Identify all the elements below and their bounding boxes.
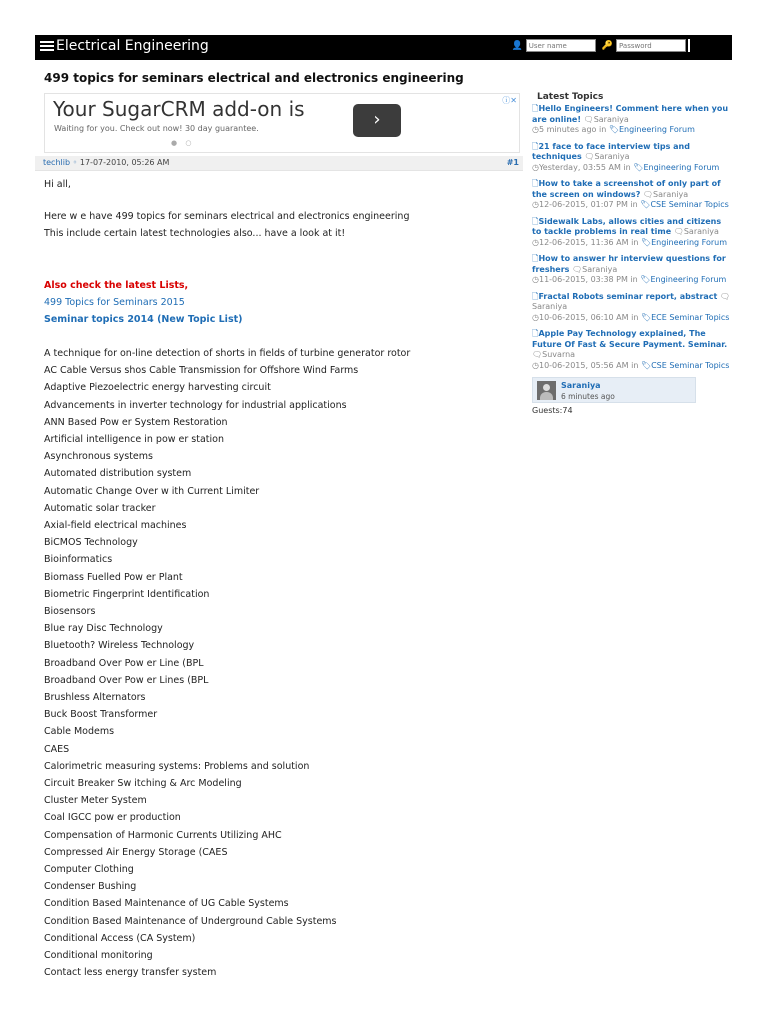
topic-item: Biometric Fingerprint Identification	[44, 588, 210, 600]
latest-topics-title: Latest Topics	[537, 92, 604, 102]
ad-banner[interactable]	[44, 93, 520, 153]
latest-topic-link[interactable]: Fractal Robots seminar report, abstract	[538, 291, 718, 301]
latest-topic-date: Yesterday, 03:55 AM	[538, 162, 621, 172]
post-greeting: Hi all,	[44, 179, 71, 190]
avatar[interactable]	[537, 381, 556, 400]
topic-item: Cable Modems	[44, 726, 115, 738]
topic-item: Automatic Change Over w ith Current Limiter	[44, 485, 260, 497]
clock-icon: ◷	[532, 200, 539, 209]
document-icon: 🗋	[532, 179, 539, 188]
also-check-label: Also check the latest Lists,	[44, 280, 189, 291]
latest-topic-author[interactable]: Saraniya	[683, 227, 719, 236]
latest-topic-item	[532, 142, 732, 174]
latest-topic-author[interactable]: Saraniya	[594, 152, 630, 161]
clock-icon: ◷	[532, 312, 539, 322]
post-intro-2: This include certain latest technologies also... have a look at it!	[44, 228, 346, 239]
key-icon: 🔑	[601, 40, 613, 51]
latest-topic-link[interactable]: Apple Pay Technology explained, The Future Of Fast & Secure Payment. Seminar.	[532, 329, 728, 349]
thread-title: 499 topics for seminars electrical and electronics engineering	[44, 71, 464, 85]
login-divider	[688, 39, 690, 52]
latest-topic-author[interactable]: Saraniya	[582, 264, 618, 274]
latest-topic-meta	[532, 238, 732, 249]
latest-topic-meta	[532, 200, 732, 211]
latest-topic-date: 5 minutes ago	[538, 125, 597, 134]
topic-item: Calorimetric measuring systems: Problems and solution	[44, 760, 310, 772]
topic-item: Compensation of Harmonic Currents Utilizing AHC	[44, 829, 282, 841]
in-label: in	[623, 162, 631, 172]
topic-item: Broadband Over Pow er Line (BPL	[44, 657, 204, 669]
topic-item: Circuit Breaker Sw itching & Arc Modeling	[44, 778, 242, 789]
clock-icon: ◷	[532, 162, 539, 172]
username-input[interactable]	[526, 39, 596, 52]
topic-item: Condition Based Maintenance of Underground Cable Systems	[44, 915, 337, 927]
document-icon: 🗋	[532, 254, 539, 263]
latest-topics-list	[532, 104, 732, 371]
topic-item: Brushless Alternators	[44, 692, 146, 703]
latest-topic-author[interactable]: Saraniya	[593, 114, 629, 124]
topic-item: Condition Based Maintenance of UG Cable Systems	[44, 898, 289, 910]
comment-icon: 🗨	[584, 152, 595, 161]
topic-item: Conditional monitoring	[44, 950, 153, 961]
topic-item: A technique for on-line detection of shorts in fields of turbine generator rotor	[44, 348, 411, 359]
latest-topic-forum[interactable]: Engineering Forum	[651, 237, 727, 247]
password-input[interactable]	[616, 39, 686, 52]
latest-topic-forum[interactable]: Engineering Forum	[650, 275, 727, 284]
clock-icon: ◷	[532, 125, 539, 134]
latest-topic-item	[532, 292, 732, 324]
topic-item: Compressed Air Energy Storage (CAES	[44, 846, 228, 858]
tag-icon: 🏷	[640, 360, 652, 370]
post-intro-1: Here w e have 499 topics for seminars electrical and electronics engineering	[44, 211, 410, 222]
topic-item: Biosensors	[44, 606, 96, 617]
latest-topic-forum[interactable]: Engineering Forum	[643, 162, 720, 172]
latest-topic-item	[532, 104, 732, 136]
latest-topic-author[interactable]: Saraniya	[653, 189, 689, 199]
clock-icon: ◦	[72, 158, 78, 167]
post-header	[35, 156, 523, 171]
topic-item: Computer Clothing	[44, 864, 134, 875]
topic-item: Bluetooth? Wireless Technology	[44, 640, 195, 652]
latest-topic-date: 10-06-2015, 05:56 AM	[538, 360, 629, 370]
latest-topic-date: 12-06-2015, 11:36 AM	[538, 237, 629, 247]
topic-item: Cluster Meter System	[44, 795, 147, 807]
tag-icon: 🏷	[640, 237, 652, 247]
in-label: in	[630, 200, 638, 209]
latest-topic-date: 12-06-2015, 01:07 PM	[538, 200, 628, 209]
document-icon: 🗋	[532, 291, 539, 301]
comment-icon: 🗨	[673, 227, 684, 236]
tag-icon: 🏷	[640, 275, 651, 284]
tag-icon: 🏷	[640, 312, 652, 322]
topic-item: Automated distribution system	[44, 468, 192, 480]
ad-subtext: Waiting for you. Check out now! 30 day guarantee.	[54, 124, 259, 133]
latest-topic-meta	[532, 361, 732, 372]
latest-topic-meta	[532, 163, 732, 174]
latest-topic-link[interactable]: How to take a screenshot of only part of the screen on windows?	[532, 179, 721, 199]
topic-item: Buck Boost Transformer	[44, 709, 158, 721]
topic-item: AC Cable Versus shos Cable Transmission for Offshore Wind Farms	[44, 365, 359, 377]
document-icon: 🗋	[532, 141, 539, 151]
topic-item: Advancements in inverter technology for industrial applications	[44, 399, 347, 411]
topic-item: Biomass Fuelled Pow er Plant	[44, 571, 183, 583]
online-user-card[interactable]	[532, 377, 696, 403]
topic-item: ANN Based Pow er System Restoration	[44, 416, 228, 428]
ad-next-button[interactable]: ›	[353, 104, 401, 137]
topic-item: Contact less energy transfer system	[44, 967, 217, 979]
document-icon: 🗋	[532, 329, 539, 338]
clock-icon: ◷	[532, 237, 539, 247]
latest-topic-item	[532, 254, 732, 286]
topic-item: Broadband Over Pow er Lines (BPL	[44, 674, 209, 686]
latest-topics-sidebar	[532, 92, 732, 415]
in-label: in	[630, 275, 638, 284]
latest-topic-meta	[532, 125, 732, 136]
in-label: in	[631, 360, 639, 370]
online-user-name[interactable]: Saraniya	[561, 381, 601, 390]
top-navbar	[35, 35, 732, 60]
topic-item: Conditional Access (CA System)	[44, 932, 196, 944]
menu-icon[interactable]	[40, 41, 54, 51]
topic-item: CAES	[44, 743, 70, 755]
login-form	[506, 39, 690, 52]
comment-icon: 🗨	[719, 291, 731, 301]
document-icon: 🗋	[532, 104, 539, 113]
clock-icon: ◷	[532, 360, 539, 370]
comment-icon: 🗨	[572, 264, 583, 274]
post-number[interactable]: #1	[506, 158, 519, 167]
latest-topic-meta	[532, 275, 732, 286]
topic-item: Artificial intelligence in pow er station	[44, 434, 225, 445]
comment-icon: 🗨	[642, 189, 654, 199]
topic-item: Adaptive Piezoelectric energy harvesting circuit	[44, 382, 271, 394]
post-author[interactable]: techlib	[43, 158, 71, 167]
latest-topic-author[interactable]: Saraniya	[532, 302, 568, 311]
latest-topic-meta	[532, 313, 732, 324]
latest-topic-forum[interactable]: ECE Seminar Topics	[651, 312, 730, 322]
latest-topic-date: 10-06-2015, 06:10 AM	[538, 312, 629, 322]
link-topics-2015[interactable]: 499 Topics for Seminars 2015	[44, 297, 185, 308]
in-label: in	[598, 125, 607, 134]
clock-icon: ◷	[532, 275, 539, 284]
latest-topic-author[interactable]: Suvarna	[542, 350, 576, 359]
tag-icon: 🏷	[633, 162, 644, 172]
latest-topic-date: 11-06-2015, 03:38 PM	[538, 275, 628, 284]
topic-item: Axial-field electrical machines	[44, 520, 187, 531]
topic-item: Coal IGCC pow er production	[44, 812, 181, 824]
topic-item: Condenser Bushing	[44, 881, 137, 893]
tag-icon: 🏷	[640, 200, 651, 209]
topic-item: Bioinformatics	[44, 554, 113, 566]
topic-item: Automatic solar tracker	[44, 502, 156, 514]
latest-topic-item	[532, 329, 732, 371]
tag-icon: 🏷	[608, 125, 619, 134]
site-title[interactable]: Electrical Engineering	[56, 38, 209, 54]
latest-topic-link[interactable]: Hello Engineers! Comment here when you are online!	[532, 104, 729, 124]
topic-item: Blue ray Disc Technology	[44, 623, 163, 635]
online-user-time: 6 minutes ago	[561, 392, 615, 401]
latest-topic-link[interactable]: How to answer hr interview questions for freshers	[532, 254, 726, 274]
guests-count: Guests:74	[532, 406, 573, 415]
document-icon: 🗋	[532, 216, 539, 226]
latest-topic-forum[interactable]: CSE Seminar Topics	[650, 200, 729, 209]
latest-topic-item	[532, 179, 732, 211]
comment-icon: 🗨	[532, 350, 543, 359]
ad-close-icon[interactable]: ⓘ✕	[502, 96, 517, 105]
latest-topic-forum[interactable]: CSE Seminar Topics	[651, 360, 730, 370]
ad-pagination-dots: ● ○	[171, 139, 195, 147]
latest-topic-forum[interactable]: Engineering Forum	[618, 125, 695, 134]
link-topics-2014[interactable]: Seminar topics 2014 (New Topic List)	[44, 314, 243, 325]
post-date: 17-07-2010, 05:26 AM	[79, 158, 170, 167]
latest-topic-link[interactable]: Sidewalk Labs, allows cities and citizens to tackle problems in real time	[532, 216, 722, 236]
site-brand[interactable]	[40, 38, 209, 54]
topic-item: BiCMOS Technology	[44, 537, 138, 549]
ad-headline[interactable]: Your SugarCRM add-on is	[53, 97, 305, 121]
latest-topic-link[interactable]: 21 face to face interview tips and techniques	[532, 141, 690, 161]
in-label: in	[631, 237, 639, 247]
comment-icon: 🗨	[583, 114, 594, 124]
user-icon: 👤	[511, 40, 523, 51]
topic-item: Asynchronous systems	[44, 451, 153, 463]
latest-topic-item	[532, 217, 732, 249]
in-label: in	[631, 312, 639, 322]
